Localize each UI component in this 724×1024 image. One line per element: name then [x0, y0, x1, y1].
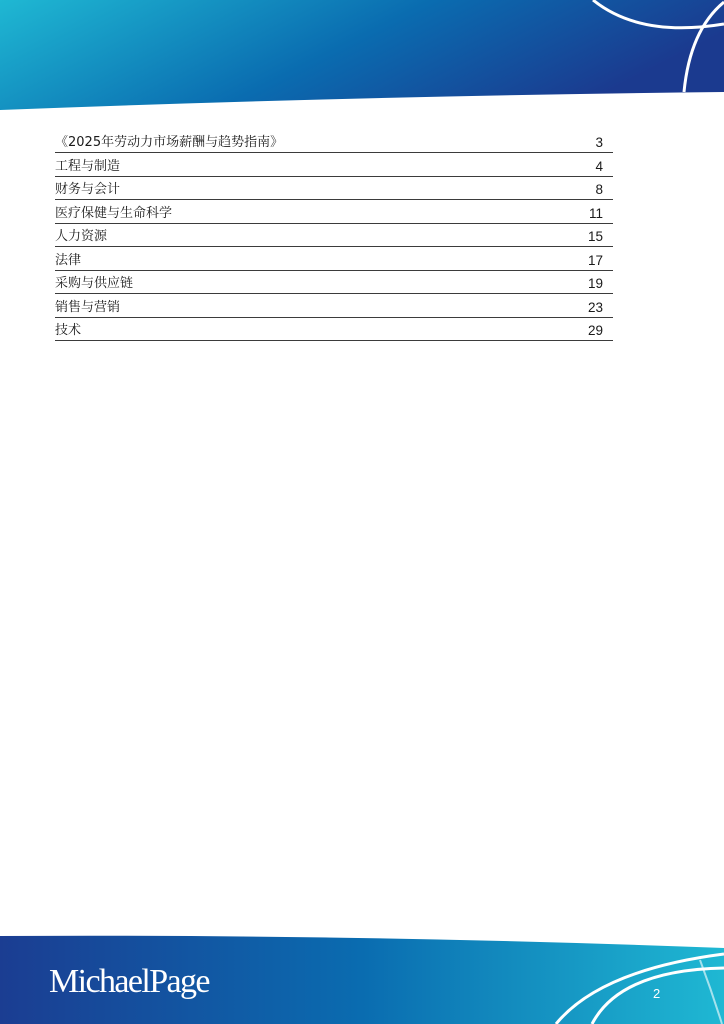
toc-page-number: 4 [595, 158, 603, 174]
toc-row[interactable] [55, 153, 613, 177]
toc-page-number: 23 [587, 299, 603, 315]
toc-title: 人力资源 [55, 229, 108, 244]
toc-row[interactable] [55, 200, 613, 224]
toc-title: 医疗保健与生命科学 [55, 205, 173, 221]
toc-page-number: 3 [595, 135, 603, 150]
toc-title: 《2025年劳动力市场薪酬与趋势指南》 [55, 135, 284, 150]
toc-row[interactable] [55, 131, 613, 153]
toc-row[interactable] [55, 271, 613, 295]
toc-row[interactable] [55, 177, 613, 201]
toc-row[interactable] [55, 224, 613, 248]
toc-page-number: 19 [587, 276, 603, 291]
toc-row[interactable] [55, 247, 613, 271]
toc-page-number: 17 [587, 252, 603, 268]
toc-title: 工程与制造 [55, 158, 121, 174]
michael-page-logo: MichaelPage [49, 963, 209, 1000]
toc-title: 采购与供应链 [55, 276, 134, 291]
toc-row[interactable] [55, 294, 613, 318]
header-banner [0, 0, 724, 115]
table-of-contents [55, 131, 613, 341]
page-number: 2 [653, 986, 661, 1001]
toc-page-number: 11 [588, 205, 603, 221]
toc-page-number: 29 [587, 323, 603, 338]
toc-title: 法律 [55, 252, 82, 268]
toc-title: 销售与营销 [55, 299, 121, 315]
toc-row[interactable] [55, 318, 613, 342]
toc-title: 财务与会计 [55, 182, 121, 197]
toc-page-number: 8 [595, 182, 603, 197]
toc-title: 技术 [55, 323, 82, 338]
toc-page-number: 15 [587, 229, 603, 244]
